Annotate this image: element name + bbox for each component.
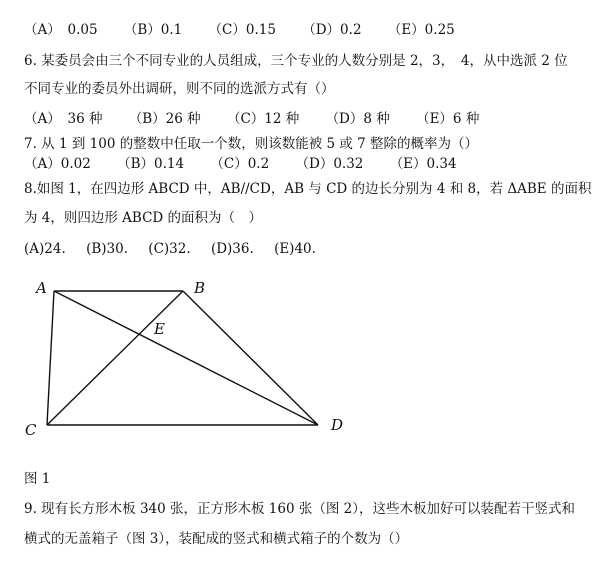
q7-text-line1: 7. 从 1 到 100 的整数中任取一个数，则该数能被 5 或 7 整除的概率为（）: [24, 136, 479, 152]
q8-option-d: (D)36.: [210, 241, 254, 257]
q7-options: [24, 155, 457, 173]
trapezoid-figure: [18, 272, 358, 442]
figure-caption: 图 1: [24, 471, 51, 487]
q5-option-c: （C）0.15: [208, 22, 276, 38]
q8-text-line1: 8.如图 1，在四边形 ABCD 中，AB//CD，AB 与 CD 的边长分别为 4 和 8，若 ΔABE 的面积: [24, 181, 592, 197]
q9-text-line1: 9. 现有长方形木板 340 张，正方形木板 160 张（图 2），这些木板加好可以装配若干竖式和: [24, 501, 576, 517]
q5-option-d: （D）0.2: [302, 22, 362, 38]
q6-option-a: （A） 36 种: [24, 111, 103, 127]
q8-option-c: (C)32.: [148, 241, 191, 257]
q7-option-a: （A）0.02: [24, 156, 91, 172]
q9-text-line2: 横式的无盖箱子（图 3），装配成的竖式和横式箱子的个数为（）: [24, 531, 409, 547]
q7-option-b: （B）0.14: [117, 156, 185, 172]
vertex-label-b: B: [194, 279, 206, 297]
diagonal-ad: [54, 291, 318, 425]
q7-option-c: （C）0.2: [210, 156, 270, 172]
q7-option-e: （E）0.34: [389, 156, 457, 172]
q6-options: [24, 110, 479, 128]
q8-option-e: (E)40.: [274, 241, 316, 257]
diagonal-bc: [47, 291, 183, 425]
vertex-label-d: D: [331, 416, 344, 434]
q6-text-line1: 6. 某委员会由三个不同专业的人员组成，三个专业的人数分别是 2，3， 4，从中选派 2 位: [24, 53, 568, 69]
edge-bd: [183, 291, 318, 425]
q5-option-b: （B）0.1: [123, 22, 183, 38]
q6-option-c: （C）12 种: [226, 111, 300, 127]
q7-option-d: （D）0.32: [295, 156, 364, 172]
vertex-label-c: C: [25, 421, 37, 439]
q6-text-line2: 不同专业的委员外出调研，则不同的选派方式有（）: [24, 81, 335, 97]
q8-option-a: (A)24.: [24, 241, 66, 257]
edge-ca: [47, 291, 54, 425]
q6-option-b: （B）26 种: [128, 111, 201, 127]
q8-text-line2: 为 4，则四边形 ABCD 的面积为（ ）: [24, 210, 263, 226]
q6-option-e: （E）6 种: [416, 111, 480, 127]
q5-option-a: （A） 0.05: [24, 22, 98, 38]
intersection-label-e: E: [154, 320, 165, 338]
q6-option-d: （D）8 种: [325, 111, 390, 127]
q8-options: [24, 240, 316, 258]
q5-option-e: （E）0.25: [387, 22, 455, 38]
q5-options: [24, 21, 455, 39]
q8-option-b: (B)30.: [86, 241, 128, 257]
vertex-label-a: A: [36, 279, 47, 297]
